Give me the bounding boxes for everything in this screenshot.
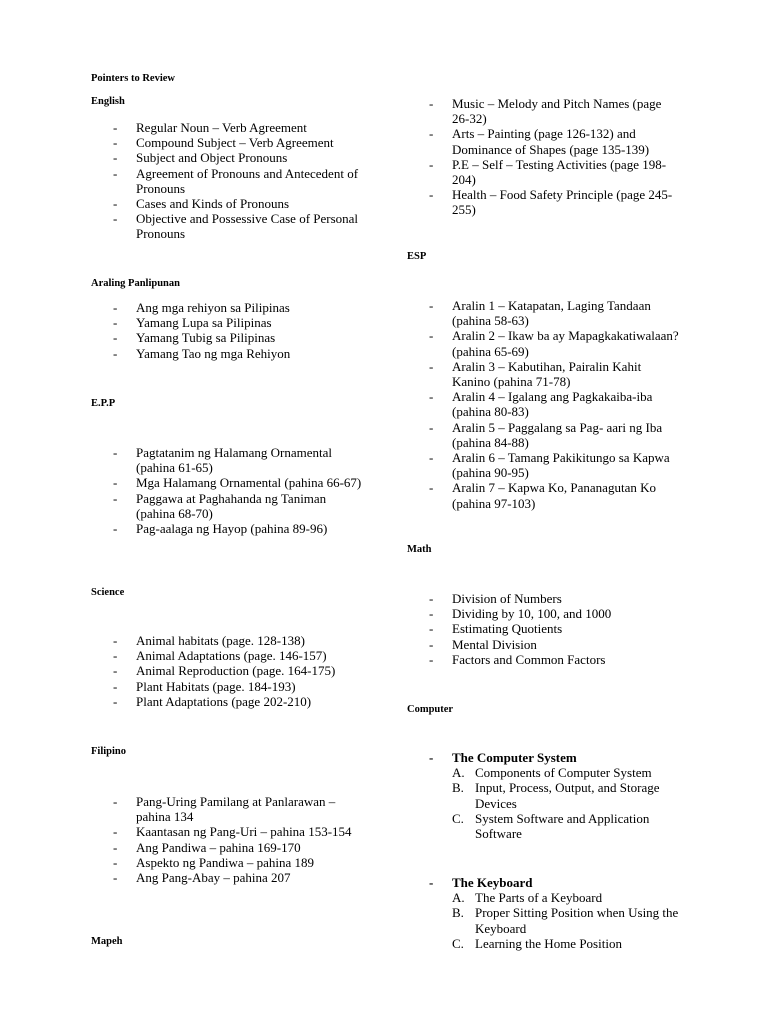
section-heading-english: English <box>91 96 125 107</box>
list-item: - Music – Melody and Pitch Names (page 26-32) <box>429 96 679 126</box>
list-item: C. Learning the Home Position <box>452 935 622 951</box>
list-item: - Cases and Kinds of Pronouns <box>113 196 363 211</box>
list-item: - Aralin 6 – Tamang Pakikitungo sa Kapwa (pahina 90-95) <box>429 450 679 480</box>
list-item: - Ang mga rehiyon sa Pilipinas <box>113 300 363 315</box>
list-item: - Paggawa at Paghahanda ng Taniman (pahina 68-70) <box>113 491 363 521</box>
topic-title: - The Keyboard <box>429 875 689 890</box>
list-item: - Aralin 4 – Igalang ang Pagkakaiba-iba (pahina 80-83) <box>429 389 679 419</box>
topic-title: - The Computer System <box>429 750 689 765</box>
list-item: A. Components of Computer System <box>452 765 652 781</box>
list-item: - Pag-aalaga ng Hayop (pahina 89-96) <box>113 521 363 536</box>
list-item: - Ang Pang-Abay – pahina 207 <box>113 870 363 885</box>
section-heading-araling-panlipunan: Araling Panlipunan <box>91 278 180 289</box>
list-item: - Division of Numbers <box>429 591 679 606</box>
list-item: A. The Parts of a Keyboard <box>452 890 603 906</box>
list-item: - Kaantasan ng Pang-Uri – pahina 153-154 <box>113 824 363 839</box>
list-item: - Dividing by 10, 100, and 1000 <box>429 606 679 621</box>
list-item: B. Input, Process, Output, and Storage Devices <box>452 780 660 811</box>
section-heading-epp: E.P.P <box>91 398 116 409</box>
section-heading-esp: ESP <box>407 251 427 262</box>
list-item: - Aralin 2 – Ikaw ba ay Mapagkakatiwalaan? (pahina 65-69) <box>429 328 679 358</box>
computer-topic <box>429 750 689 841</box>
list-item: - Aralin 3 – Kabutihan, Pairalin Kahit Kanino (pahina 71-78) <box>429 359 679 389</box>
topic-sublist <box>429 765 689 841</box>
araling-panlipunan-list <box>113 300 363 361</box>
epp-list <box>113 445 363 536</box>
section-heading-mapeh: Mapeh <box>91 936 123 947</box>
list-item: - Aralin 5 – Paggalang sa Pag- aari ng Iba (pahina 84-88) <box>429 420 679 450</box>
list-item: - Pagtatanim ng Halamang Ornamental (pahina 61-65) <box>113 445 363 475</box>
list-item: - Agreement of Pronouns and Antecedent of Pronouns <box>113 166 363 196</box>
list-item: - Yamang Tubig sa Pilipinas <box>113 330 363 345</box>
computer-topic <box>429 875 689 951</box>
list-item: - Arts – Painting (page 126-132) and Dominance of Shapes (page 135-139) <box>429 126 679 156</box>
list-item: - Ang Pandiwa – pahina 169-170 <box>113 840 363 855</box>
esp-list <box>429 298 679 511</box>
section-heading-math: Math <box>407 544 432 555</box>
list-item: - Mental Division <box>429 637 679 652</box>
math-list <box>429 591 679 667</box>
list-item: - Aralin 1 – Katapatan, Laging Tandaan (pahina 58-63) <box>429 298 679 328</box>
section-heading-filipino: Filipino <box>91 746 127 757</box>
list-item: - Aralin 7 – Kapwa Ko, Pananagutan Ko (pahina 97-103) <box>429 480 679 510</box>
list-item: - Compound Subject – Verb Agreement <box>113 135 363 150</box>
list-item: - Animal habitats (page. 128-138) <box>113 633 363 648</box>
list-item: - Objective and Possessive Case of Personal Pronouns <box>113 211 363 241</box>
list-item: - Estimating Quotients <box>429 621 679 636</box>
english-list <box>113 120 363 242</box>
list-item: - Animal Reproduction (page. 164-175) <box>113 663 363 678</box>
science-list <box>113 633 363 709</box>
section-heading-science: Science <box>91 587 125 598</box>
list-item: - Mga Halamang Ornamental (pahina 66-67) <box>113 475 363 490</box>
list-item: C. System Software and Application Software <box>452 810 650 842</box>
list-item: - Factors and Common Factors <box>429 652 679 667</box>
list-item: - Animal Adaptations (page. 146-157) <box>113 648 363 663</box>
section-heading-computer: Computer <box>407 704 454 715</box>
list-item: - Pang-Uring Pamilang at Panlarawan – pahina 134 <box>113 794 363 824</box>
mapeh-list <box>429 96 679 218</box>
list-item: - Aspekto ng Pandiwa – pahina 189 <box>113 855 363 870</box>
page-title: Pointers to Review <box>91 73 175 84</box>
filipino-list <box>113 794 363 885</box>
list-item: - Health – Food Safety Principle (page 245-255) <box>429 187 679 217</box>
list-item: B. Proper Sitting Position when Using the Keyboard <box>452 905 679 936</box>
list-item: - P.E – Self – Testing Activities (page 198-204) <box>429 157 679 187</box>
topic-sublist <box>429 890 689 951</box>
list-item: - Yamang Tao ng mga Rehiyon <box>113 346 363 361</box>
list-item: - Yamang Lupa sa Pilipinas <box>113 315 363 330</box>
list-item: - Subject and Object Pronouns <box>113 150 363 165</box>
list-item: - Regular Noun – Verb Agreement <box>113 120 363 135</box>
list-item: - Plant Adaptations (page 202-210) <box>113 694 363 709</box>
list-item: - Plant Habitats (page. 184-193) <box>113 679 363 694</box>
